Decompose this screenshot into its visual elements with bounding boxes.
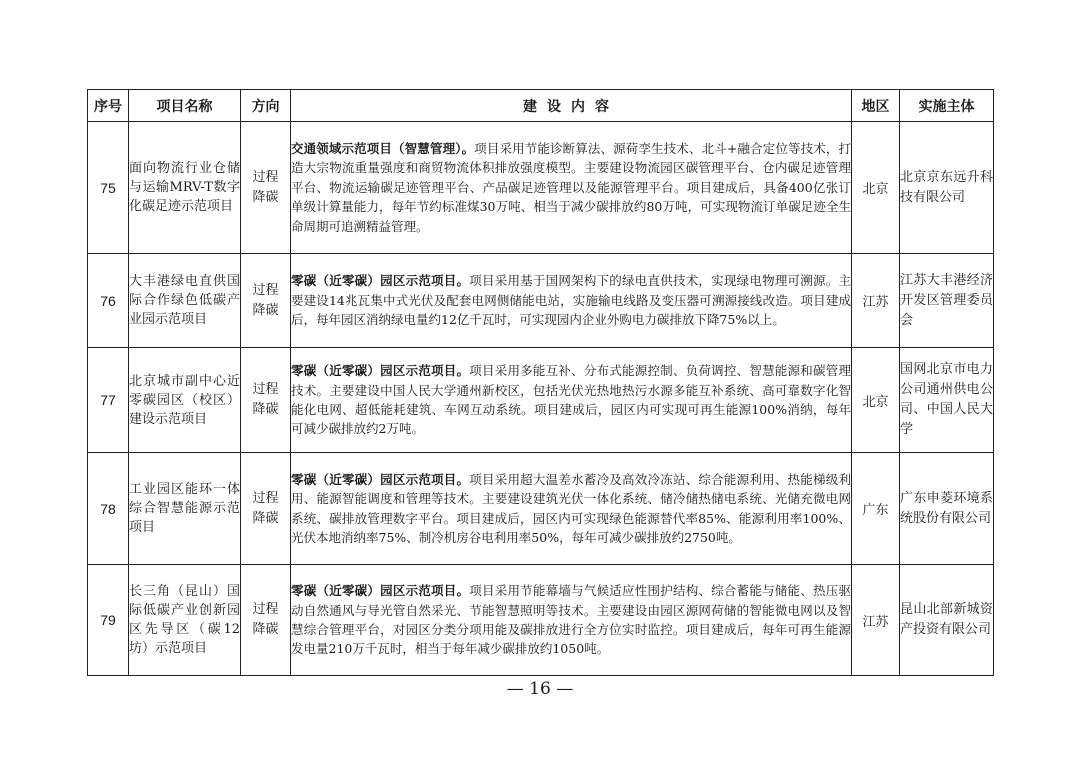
content-text: 项目采用基于国网架构下的绿电直供技术，实现绿电物理可溯源。主要建设14兆瓦集中式光伏及配套电网侧储能电站，实施输电线路及变压器可溯源接线改造。项目建成后，每年园区消纳绿电量约12亿千瓦时，可实现园内企业外购电力碳排放下降75%以上。: [291, 273, 851, 328]
table-row: [88, 122, 994, 254]
direction-line: 降碳: [252, 302, 279, 318]
project-name: 大丰港绿电直供国际合作绿色低碳产业园示范项目: [129, 254, 241, 348]
content-cell: [291, 453, 852, 565]
project-type: 交通领域示范项目（智慧管理）。: [291, 140, 475, 156]
direction-line: 过程: [252, 382, 279, 397]
project-type: 零碳（近零碳）园区示范项目。: [291, 273, 470, 289]
project-name: 北京城市副中心近零碳园区（校区）建设示范项目: [129, 348, 241, 453]
content-text: 项目采用节能诊断算法、源荷孪生技术、北斗+融合定位等技术，打造大宗物流重量强度和商贸物流体积排放强度模型。主要建设物流园区碳管理平台、仓内碳足迹管理平台、物流运输碳足迹管理平台、产品碳足迹管理以及能源管理平台。项目建成后，具备400亿张订单级计算量能力，每年节约标准煤30万吨、相当于减少碳排放约80万吨，可实现物流订单碳足迹全生命周期可追溯精益管理。: [291, 140, 851, 234]
table-row: [88, 453, 994, 565]
header-direction: 方向: [241, 90, 291, 122]
org-cell: 国网北京市电力公司通州供电公司、中国人民大学: [900, 348, 994, 453]
content-cell: [291, 122, 852, 254]
page-number: — 16 —: [506, 679, 574, 699]
direction-cell: [241, 122, 291, 254]
content-text: 项目采用多能互补、分布式能源控制、负荷调控、智慧能源和碳管理技术。主要建设中国人民大学通州新校区，包括光伏光热地热污水源多能互补系统、高可靠数字化智能化电网、超低能耗建筑、车网互动系统。项目建成后，园区内可实现可再生能源100%消纳，每年可减少碳排放约2万吨。: [291, 363, 851, 437]
project-type: 零碳（近零碳）园区示范项目。: [291, 363, 470, 379]
project-type: 零碳（近零碳）园区示范项目。: [291, 471, 470, 487]
direction-cell: [241, 254, 291, 348]
content-text: 项目采用超大温差水蓄冷及高效冷冻站、综合能源利用、热能梯级利用、能源智能调度和管理等技术。主要建设建筑光伏一体化系统、储冷储热储电系统、光储充微电网系统、碳排放管理数字平台。项目建成后，园区内可实现绿色能源替代率85%、能源利用率100%、光伏本地消纳率75%、制冷机房谷电利用率50%，每年可减少碳排放约2750吨。: [291, 471, 851, 545]
project-type: 零碳（近零碳）园区示范项目。: [291, 583, 470, 599]
project-name: 长三角（昆山）国际低碳产业创新园区先导区（碳12坊）示范项目: [129, 565, 241, 676]
org-cell: 广东申菱环境系统股份有限公司: [900, 453, 994, 565]
header-content: 建设内容: [291, 90, 852, 122]
content-cell: [291, 348, 852, 453]
row-number: 75: [88, 122, 129, 254]
table-row: [88, 348, 994, 453]
table-header-row: [88, 90, 994, 122]
header-name: 项目名称: [129, 90, 241, 122]
content-text: 项目采用节能幕墙与气候适应性围护结构、综合蓄能与储能、热压驱动自然通风与导光管自然采光、节能智慧照明等技术。主要建设由园区源网荷储的智能微电网以及智慧综合管理平台，对园区分类分项用能及碳排放进行全方位实时监控。项目建成后，每年可再生能源发电量210万千瓦时，相当于每年减少碳排放约1050吨。: [291, 583, 851, 657]
direction-line: 过程: [252, 169, 279, 185]
header-org: 实施主体: [900, 90, 994, 122]
region-cell: 江苏: [852, 565, 900, 676]
content-cell: [291, 254, 852, 348]
project-table: [87, 89, 994, 676]
direction-line: 过程: [252, 602, 279, 617]
table-row: [88, 565, 994, 676]
direction-line: 过程: [252, 282, 279, 298]
direction-line: 降碳: [252, 510, 279, 526]
header-region: 地区: [852, 90, 900, 122]
content-cell: [291, 565, 852, 676]
table-row: [88, 254, 994, 348]
org-cell: 北京京东远升科技有限公司: [900, 122, 994, 254]
direction-line: 降碳: [252, 402, 279, 417]
row-number: 78: [88, 453, 129, 565]
region-cell: 广东: [852, 453, 900, 565]
region-cell: 北京: [852, 122, 900, 254]
direction-line: 降碳: [252, 189, 279, 205]
direction-cell: [241, 565, 291, 676]
org-cell: 江苏大丰港经济开发区管理委员会: [900, 254, 994, 348]
project-name: 工业园区能环一体综合智慧能源示范项目: [129, 453, 241, 565]
direction-cell: [241, 348, 291, 453]
row-number: 79: [88, 565, 129, 676]
region-cell: 江苏: [852, 254, 900, 348]
row-number: 76: [88, 254, 129, 348]
direction-line: 降碳: [252, 622, 279, 637]
region-cell: 北京: [852, 348, 900, 453]
direction-cell: [241, 453, 291, 565]
row-number: 77: [88, 348, 129, 453]
org-cell: 昆山北部新城资产投资有限公司: [900, 565, 994, 676]
header-no: 序号: [88, 90, 129, 122]
project-name: 面向物流行业仓储与运输MRV-T数字化碳足迹示范项目: [129, 122, 241, 254]
direction-line: 过程: [252, 490, 279, 506]
